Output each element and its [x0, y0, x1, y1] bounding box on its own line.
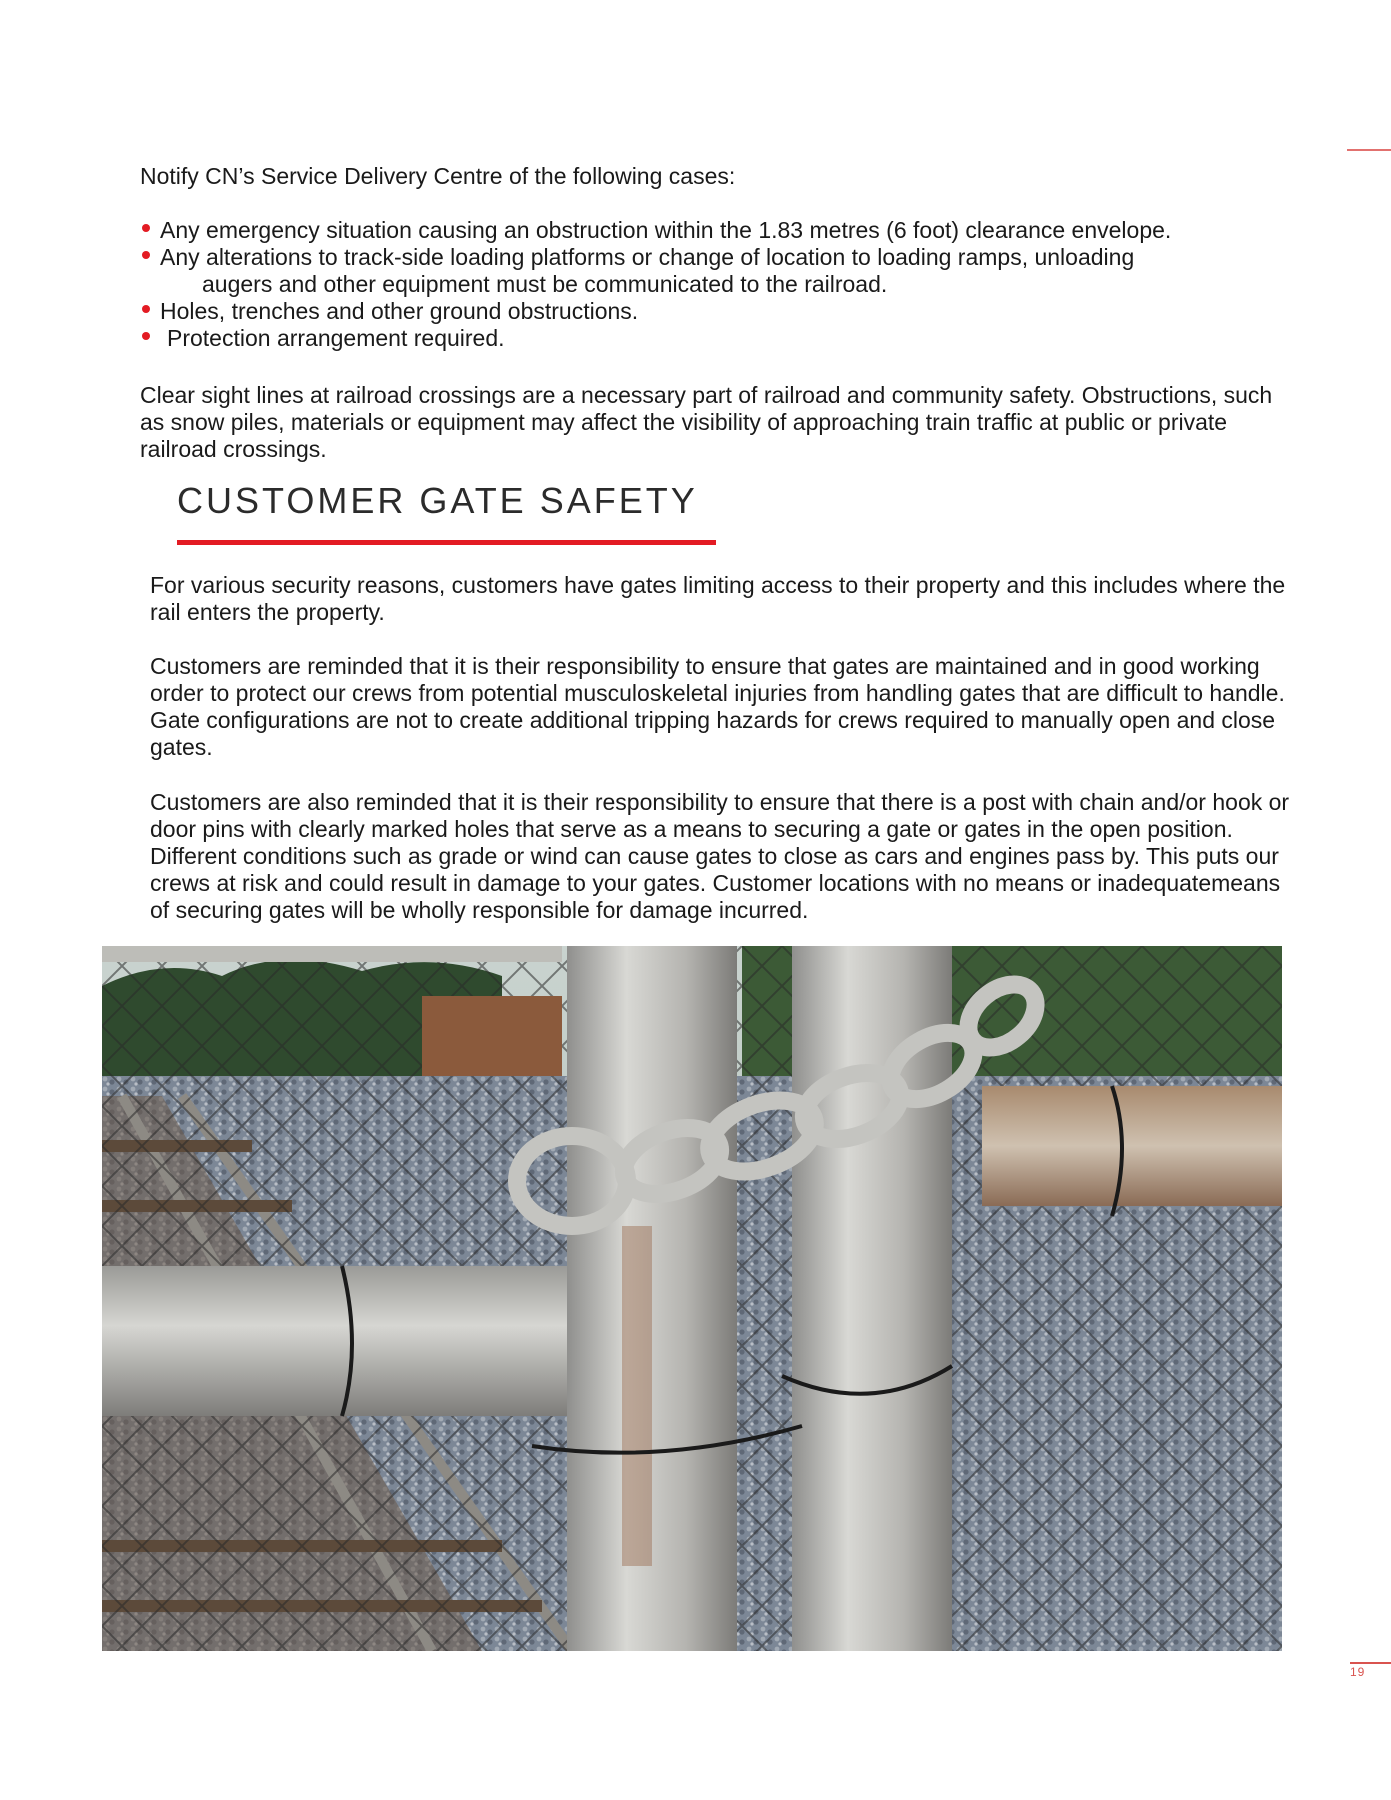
gate-paragraph-2: Customers are reminded that it is their responsibility to ensure that gates are maintained and in good working order to protect our crews from potential musculoskeletal injuries from handling gates that are difficult to handle. Gate configurations are not to create additional tripping hazards for crews required to manually open and close gates.	[150, 653, 1285, 760]
gate-chain-illustration	[102, 946, 1282, 1651]
bullet-continuation: augers and other equipment must be communicated to the railroad.	[202, 271, 888, 297]
bullet-item	[140, 325, 1300, 352]
gate-chain-photo	[102, 946, 1282, 1651]
bullet-text: Protection arrangement required.	[167, 325, 505, 351]
bullet-text: Any alterations to track-side loading platforms or change of location to loading ramps, unloading	[160, 244, 1135, 270]
gate-paragraph-1: For various security reasons, customers have gates limiting access to their property and this includes where the rail enters the property.	[150, 572, 1286, 625]
notify-intro: Notify CN’s Service Delivery Centre of the following cases:	[140, 163, 736, 189]
section-title-underline	[177, 540, 716, 545]
bullet-text: Holes, trenches and other ground obstructions.	[160, 298, 639, 324]
notify-bullet-list	[140, 217, 1300, 352]
bullet-item	[140, 244, 1300, 298]
page-edge-rule-bottom	[1350, 1662, 1391, 1664]
section-title: CUSTOMER GATE SAFETY	[177, 480, 698, 521]
gate-paragraph-3: Customers are also reminded that it is their responsibility to ensure that there is a post with chain and/or hook or door pins with clearly marked holes that serve as a means to securing a gate or gates in the open position. Different conditions such as grade or wind can cause gates to close as cars and engines pass by. This puts our crews at risk and could result in damage to your gates. Customer locations with no means or inadequatemeans of securing gates will be wholly responsible for damage incurred.	[150, 789, 1290, 923]
bullet-item	[140, 217, 1300, 244]
sight-lines-paragraph: Clear sight lines at railroad crossings are a necessary part of railroad and community safety. Obstructions, such as snow piles, materials or equipment may affect the visibility of approaching train traffic at public or private railroad crossings.	[140, 382, 1273, 462]
page-number: 19	[1350, 1665, 1366, 1679]
bullet-item	[140, 298, 1300, 325]
bullet-text: Any emergency situation causing an obstruction within the 1.83 metres (6 foot) clearance envelope.	[160, 217, 1172, 243]
page-edge-rule-top	[1347, 149, 1391, 151]
